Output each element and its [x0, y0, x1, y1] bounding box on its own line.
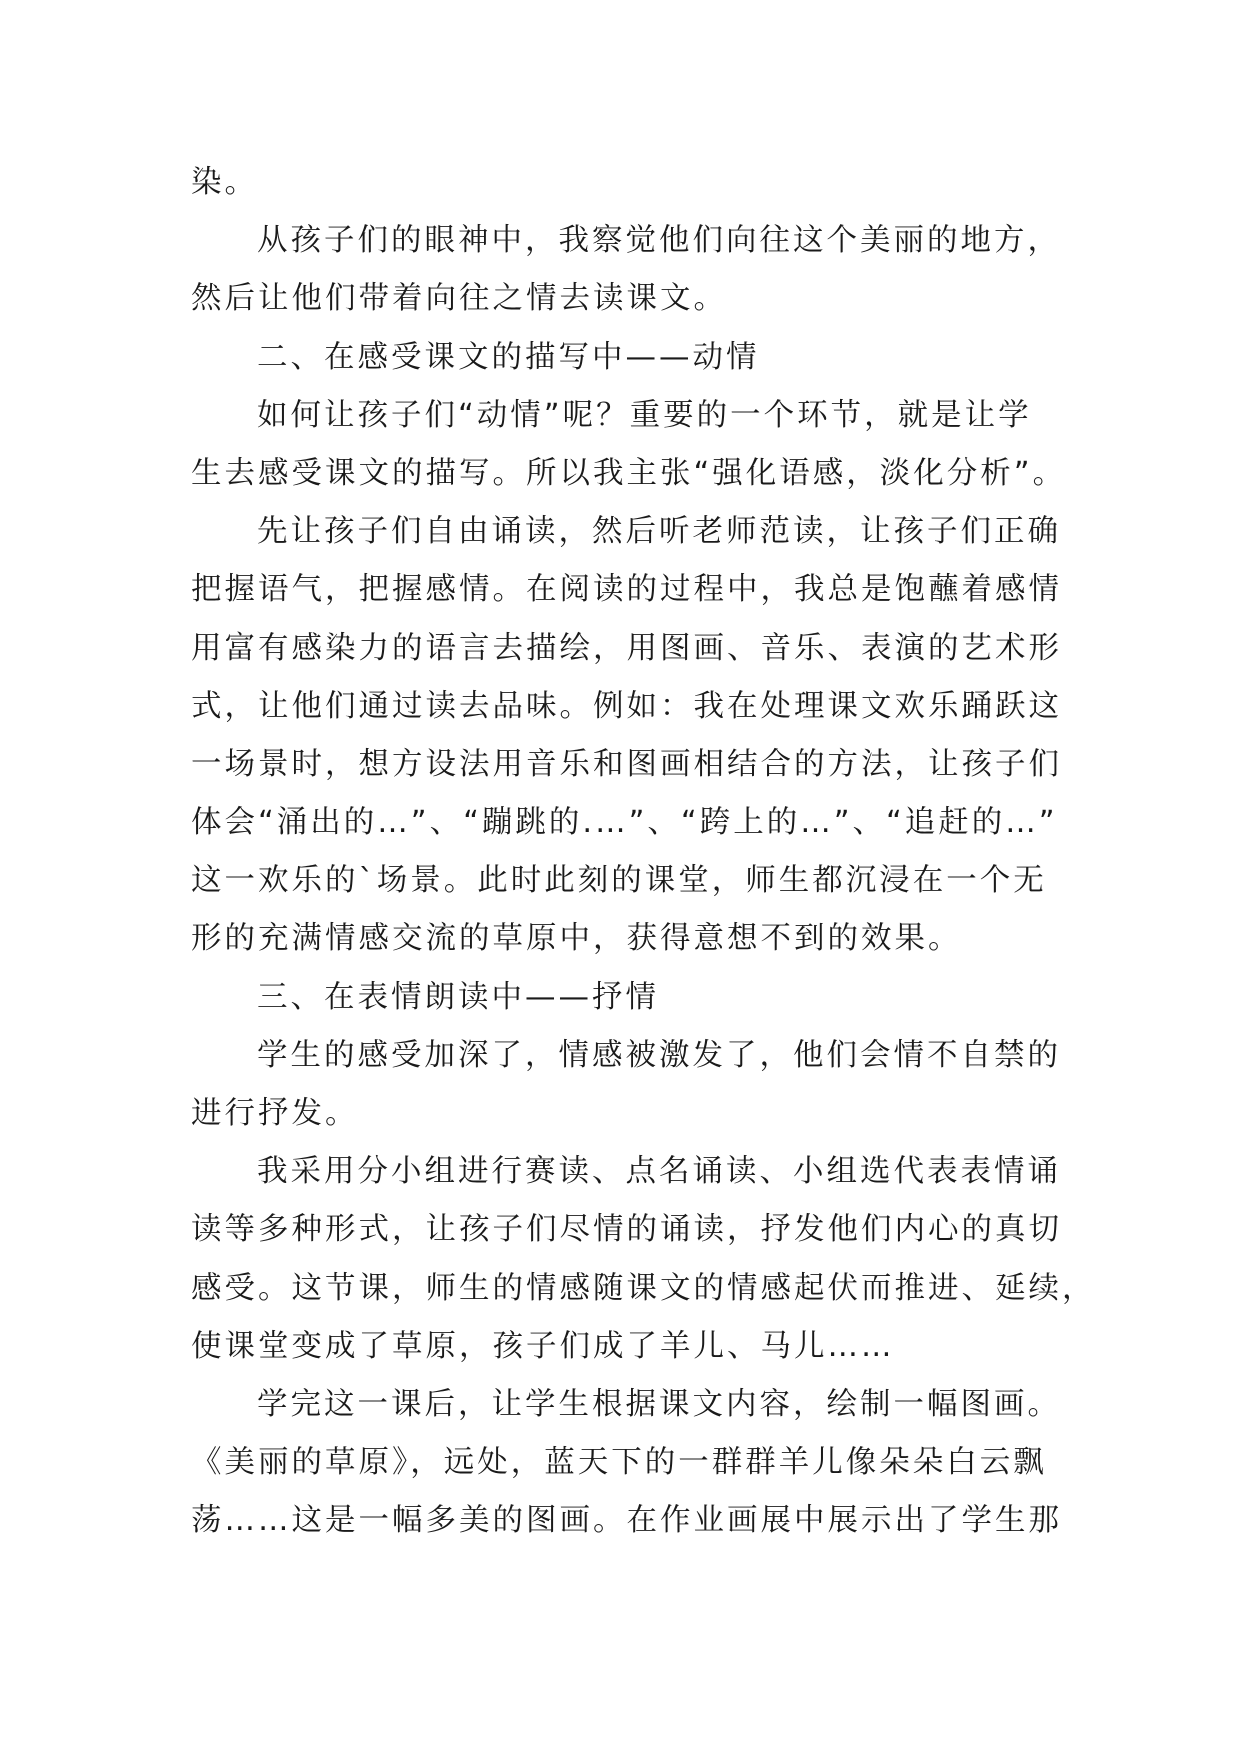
text-line: 然后让他们带着向往之情去读课文。	[191, 281, 727, 317]
body-text	[191, 154, 1096, 1551]
text-line: 如何让孩子们“动情”呢？重要的一个环节，就是让学	[257, 397, 1032, 433]
text-line: 学生的感受加深了，情感被激发了，他们会情不自禁的	[257, 1037, 1061, 1073]
text-line: 先让孩子们自由诵读，然后听老师范读，让孩子们正确	[257, 514, 1061, 550]
text-line: 式，让他们通过读去品味。例如：我在处理课文欢乐踊跃这	[191, 688, 1062, 724]
text-line: 体会“涌出的…”、“蹦跳的.…”、“跨上的…”、“追赶的…”	[191, 805, 1058, 841]
text-line: 从孩子们的眼神中，我察觉他们向往这个美丽的地方，	[257, 223, 1061, 259]
text-line: 生去感受课文的描写。所以我主张“强化语感，淡化分析”。	[191, 455, 1067, 491]
text-line: 我采用分小组进行赛读、点名诵读、小组选代表表情诵	[257, 1154, 1061, 1190]
text-line: 学完这一课后，让学生根据课文内容，绘制一幅图画。	[257, 1386, 1061, 1422]
text-line: 感受。这节课，师生的情感随课文的情感起伏而推进、延续，	[191, 1270, 1096, 1306]
text-line: 一场景时，想方设法用音乐和图画相结合的方法，让孩子们	[191, 746, 1062, 782]
text-line: 染。	[191, 165, 258, 200]
text-line: 《美丽的草原》，远处，蓝天下的一群群羊儿像朵朵白云飘	[191, 1445, 1047, 1481]
text-line: 使课堂变成了草原，孩子们成了羊儿、马儿……	[191, 1328, 895, 1364]
text-line: 三、在表情朗读中——抒情	[257, 979, 659, 1015]
text-line: 读等多种形式，让孩子们尽情的诵读，抒发他们内心的真切	[191, 1212, 1062, 1248]
text-line: 进行抒发。	[191, 1096, 359, 1131]
text-line: 荡……这是一幅多美的图画。在作业画展中展示出了学生那	[191, 1503, 1062, 1539]
text-line: 这一欢乐的`场景。此时此刻的课堂，师生都沉浸在一个无	[191, 863, 1047, 899]
text-line: 把握语气，把握感情。在阅读的过程中，我总是饱蘸着感情	[191, 572, 1062, 608]
text-line: 形的充满情感交流的草原中，获得意想不到的效果。	[191, 921, 962, 957]
text-line: 二、在感受课文的描写中——动情	[257, 339, 760, 375]
text-line: 用富有感染力的语言去描绘，用图画、音乐、表演的艺术形	[191, 630, 1062, 666]
